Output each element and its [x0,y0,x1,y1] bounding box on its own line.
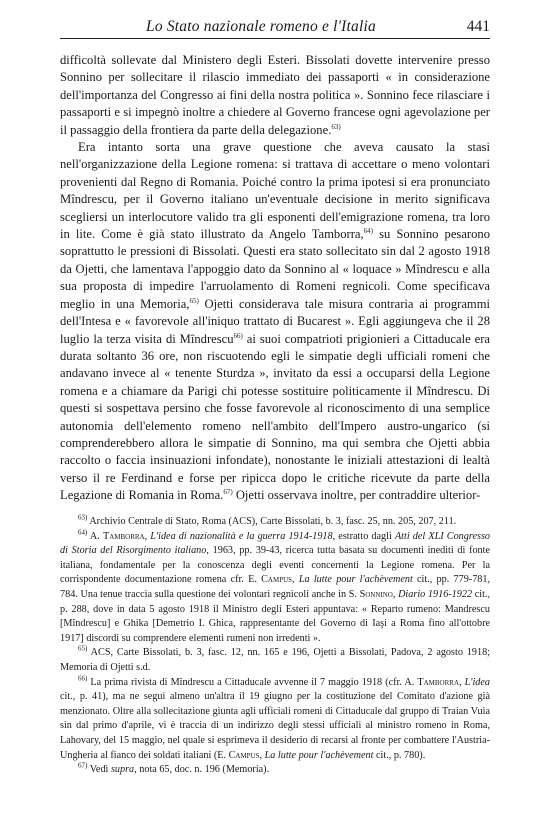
footnote-text: , [292,574,299,586]
footnote-text: La prima rivista di Mîndrescu a Cittaducale avvenne il 7 maggio 1918 (cfr. A. [87,676,418,688]
footnote-ref-63[interactable]: 63) [331,122,341,131]
cross-reference: supra [110,764,135,776]
page-number: 441 [466,18,490,35]
footnote-text: ACS, Carte Bissolati, b. 3, fasc. 12, nn. 165 e 196, Ojetti a Bissolati, Padova, 2 agosto 1918; Memoria di Ojetti s.d. [60,647,490,673]
footnote-text: , nota 65, doc. n. 196 (Memoria). [134,764,270,776]
footnote-ref-66[interactable]: 66) [233,331,243,340]
footnote-text: cit., pp. 779-781, 784. Una tenue traccia sulla questione dei volontari regnicoli anche in S. [60,574,491,600]
paragraph-text: ai suoi compatrioti prigionieri a Cittaducale era durata soltanto 36 ore, non riscuotendo egli le simpatie degli ufficiali romeni che andavano invece al « tenente Sturdza », invitato da essi a occuparsi della Legione romena e a chiamare da Parigi chi potesse sostituire politicamente il Mîndrescu. Di questi si sospettava persino che fosse favorevole al riconoscimento di una semplice autonomia dell'elemento romeno nell'ambito dell'Impero austro-ungarico (si comprenderebbero allora le simpatie di Sonnino, ma qui sembra che Ojetti abbia raccolto o faccia insinuazioni infondate), nonostante le iniziali attestazioni di lealtà verso il re Ferdinand e forse per ripicca dopo le critiche ricevute da parte della Legazione di Romania in Roma. [60,331,490,503]
footnote-text: A. [87,530,103,542]
footnote-text: Archivio Centrale di Stato, Roma (ACS), Carte Bissolati, b. 3, fasc. 25, nn. 205, 207, 211. [87,516,457,527]
footnote-number: 67) [78,761,88,770]
paragraph-text: Ojetti considerava tale misura contraria ai programmi dell'Intesa e « favorevole all'iniquo trattato di Bucarest ». Egli aggiungeva che il 28 luglio la terza visita di Mîndrescu [60,296,491,346]
footnote-text: , estratto dagli [332,530,395,542]
running-title: Lo Stato nazionale romeno e l'Italia [146,18,376,35]
footnote-text: Vedi [87,764,111,776]
footnote-text: cit., p. 288, dove in data 5 agosto 1918 il Ministro degli Esteri appuntava: « Reparto rumeno: Mandrescu [Mîndrescu] e Ghika [Demetrio I. Ghica, rappresentante del Governo di Iaşi a Roma fino all'ottobre 1917] discordi su comprendere elementi rumeni non irredenti ». [60,588,491,644]
page-header [60,16,490,39]
paragraph-text: su Sonnino pesarono soprattutto le pressioni di Bissolati. Questi era stato sollecitato sin dal 2 agosto 1918 da Ojetti, che lamentava l'appoggio dato da Sonnino al « loquace » Mîndrescu e alla sua proposta di impedire l'arruolamento di Romeni regnicoli. Come specificava meglio in una Memoria, [60,227,490,311]
footnote-number: 63) [78,513,88,522]
body-text [60,52,490,505]
work-title: L'idea [464,676,491,688]
footnote-text: , [144,530,151,542]
footnote-text: cit., p. 780). [373,749,426,761]
paragraph [60,139,490,505]
footnote-text: , [459,676,465,688]
footnote-text: cit., p. 41), ma ne seguì almeno un'altra il 19 giugno per la costituzione del Comitato d'azione già menzionato. Oltre alla sollecitazione giunta agli ufficiali romeni di Cittaducale dal gruppo di Traian Vuia sin dal primo d'aprile, vi è traccia di un indirizzo degli stessi ufficiali al ministro romeno in Roma, Lahovary, del 15 maggio, nel quale si esprimeva il desiderio di recarsi al fronte per combattere l'Austria-Ungheria al fianco dei soldati italiani (E. [60,691,490,761]
author-name: Sonnino [359,588,393,600]
footnote-text: , [392,588,399,600]
paragraph-text: difficoltà sollevate dal Ministero degli Esteri. Bissolati dovette intervenire presso Sonnino per sollecitare il rilascio immediato dei passaporti « in considerazione dell'importanza del Congresso ai fini della nostra politica ». Sonnino fece rilasciare i passaporti e si impegnò inoltre a chiedere al Governo francese ogni agevolazione per il passaggio della frontiera da parte della delegazione. [60,53,490,137]
footnote-64 [60,530,490,647]
work-title: La lutte pour l'achèvement [264,749,374,761]
footnote-ref-64[interactable]: 64) [363,226,373,235]
footnote-65 [60,646,490,675]
paragraph [60,52,490,139]
footnotes [60,515,490,778]
footnote-67 [60,763,490,778]
footnote-text: , 1963, pp. 39-43, ricerca tutta basata su documenti inediti di fonte italiana, fondamentale per la conoscenza degli eventi concernenti la Legione romena. Per la corrispondente documentazione romena cfr. E. [60,545,490,586]
paragraph-text: Era intanto sorta una grave questione che aveva causato la stasi nell'organizzazione della Legione romena: si trattava di accettare o meno volontari provenienti dal Regno di Romania. Poiché contro la prima ipotesi si era pronunciato Mîndrescu, per il Governo italiano un'eventuale decisione in merito significava scegliersi un interlocutore valido tra gli esponenti dell'emigrazione romena, tra loro in lite. Come è già stato illustrato da Angelo Tamborra, [60,140,490,242]
footnote-number: 64) [78,528,88,537]
work-title: L'idea di nazionalità e la guerra 1914-1918 [150,530,333,542]
author-name: Campus [261,574,293,586]
footnote-66 [60,676,490,764]
paragraph-text: Ojetti osservava inoltre, per contraddire ulterior- [232,488,481,503]
author-name: Campus [228,749,260,761]
work-title: La lutte pour l'achèvement [298,574,413,586]
footnote-63 [60,515,490,530]
author-name: Tamborra [102,530,145,542]
author-name: Tamborra [417,676,459,688]
footnote-ref-65[interactable]: 65) [189,296,199,305]
work-title: Diario 1916-1922 [398,588,473,600]
footnote-text: , [259,749,265,761]
footnote-number: 66) [78,674,88,683]
journal-title: Atti del XLI Congresso di Storia del Risorgimento italiano [60,530,491,557]
footnote-number: 65) [78,644,88,653]
footnote-ref-67[interactable]: 67) [223,487,233,496]
